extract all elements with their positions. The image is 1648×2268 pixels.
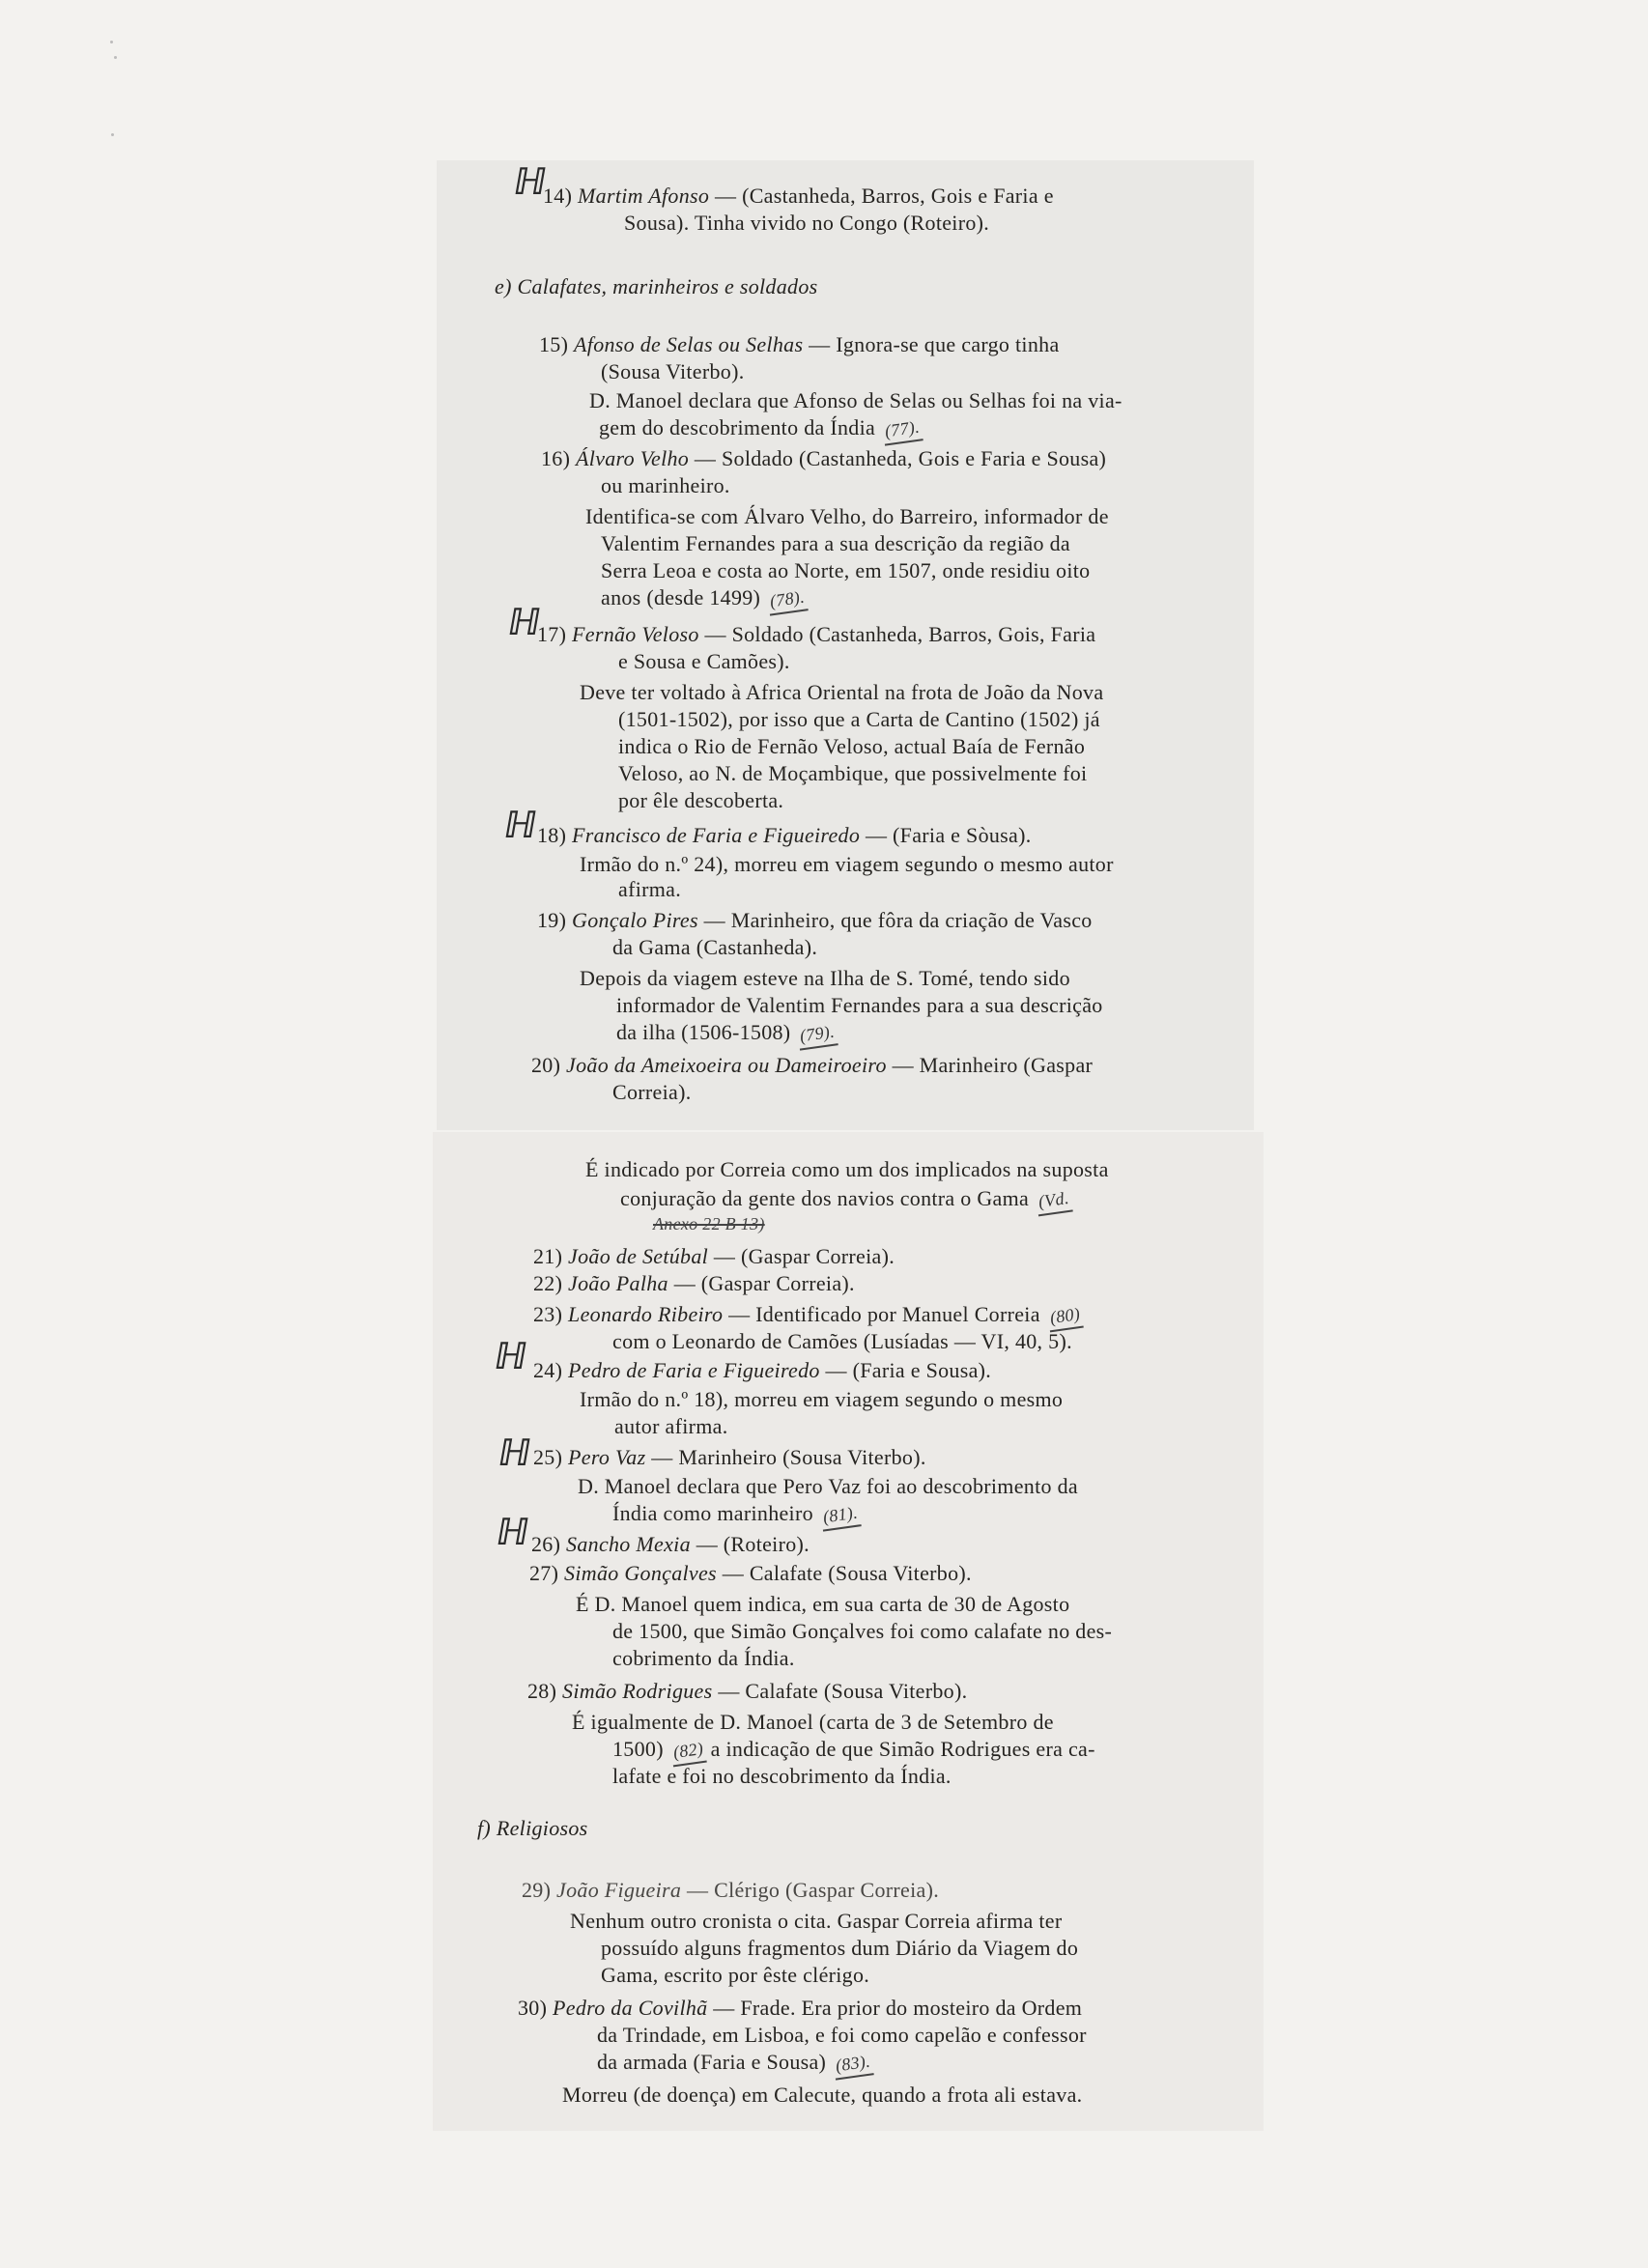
- entry-28-line-1: [527, 1679, 967, 1704]
- entry-23-line-2: com o Leonardo de Camões (Lusíadas — VI, 40, 5).: [612, 1329, 1072, 1353]
- entry-19-line-2: da Gama (Castanheda).: [612, 935, 818, 959]
- entry-16-line-2: ou marinheiro.: [601, 473, 730, 497]
- entry-name: João Palha: [568, 1271, 668, 1295]
- entry-name: Afonso de Selas ou Selhas: [574, 332, 804, 356]
- entry-name: João de Setúbal: [568, 1244, 709, 1268]
- entry-27-note-2: de 1500, que Simão Gonçalves foi como calafate no des-: [612, 1619, 1113, 1643]
- entry-text: — (Gaspar Correia).: [713, 1244, 895, 1268]
- entry-18-line-1: [537, 823, 1032, 848]
- footnote-reference: (78).: [766, 583, 809, 615]
- entry-name: Pedro de Faria e Figueiredo: [568, 1358, 820, 1382]
- entry-number: 25): [533, 1445, 563, 1469]
- entry-20-note-2: [620, 1186, 1071, 1214]
- entry-number: 26): [531, 1532, 561, 1556]
- entry-17-line-1: [537, 622, 1095, 647]
- section-e-heading: [495, 274, 818, 299]
- entry-30-line-3: [597, 2050, 872, 2078]
- entry-number: 15): [539, 332, 569, 356]
- margin-check-mark: ℍ: [504, 601, 545, 643]
- entry-number: 16): [541, 446, 571, 470]
- entry-number: 21): [533, 1244, 563, 1268]
- entry-22-line-1: [533, 1271, 855, 1296]
- entry-28-note-3: lafate e foi no descobrimento da Índia.: [612, 1764, 952, 1788]
- entry-name: Pedro da Covilhã: [553, 1996, 708, 2020]
- entry-18-note-1: Irmão do n.º 24), morreu em viagem segundo o mesmo autor: [580, 852, 1114, 876]
- entry-27-line-1: [529, 1561, 972, 1586]
- entry-text: — Soldado (Castanheda, Gois e Faria e Sousa): [694, 446, 1107, 470]
- entry-28-note-1: É igualmente de D. Manoel (carta de 3 de Setembro de: [572, 1710, 1054, 1734]
- margin-check-mark: ℍ: [510, 160, 551, 203]
- entry-29-note-2: possuído alguns fragmentos dum Diário da Viagem do: [601, 1936, 1079, 1960]
- entry-number: 18): [537, 823, 567, 847]
- entry-16-line-1: [541, 446, 1106, 471]
- entry-19-note-1: Depois da viagem esteve na Ilha de S. Tomé, tendo sido: [580, 966, 1070, 990]
- section-title: Calafates, marinheiros e soldados: [517, 274, 818, 298]
- entry-14-line-2: Sousa). Tinha vivido no Congo (Roteiro).: [624, 211, 990, 235]
- entry-name: Martim Afonso: [578, 184, 710, 208]
- entry-20-note-1: É indicado por Correia como um dos implicados na suposta: [585, 1157, 1109, 1181]
- entry-27-note-1: É D. Manoel quem indica, em sua carta de 30 de Agosto: [576, 1592, 1070, 1616]
- entry-number: 29): [522, 1878, 552, 1902]
- entry-name: Gonçalo Pires: [572, 908, 698, 932]
- entry-29-note-1: Nenhum outro cronista o cita. Gaspar Correia afirma ter: [570, 1909, 1063, 1933]
- entry-25-note-1: D. Manoel declara que Pero Vaz foi ao descobrimento da: [578, 1474, 1078, 1498]
- entry-25-line-1: [533, 1445, 926, 1470]
- entry-text: — Marinheiro (Sousa Viterbo).: [651, 1445, 926, 1469]
- entry-number: 23): [533, 1302, 563, 1326]
- entry-24-note-2: autor afirma.: [614, 1414, 728, 1438]
- entry-text: — Calafate (Sousa Viterbo).: [718, 1679, 968, 1703]
- entry-number: 22): [533, 1271, 563, 1295]
- entry-15-line-1: [539, 332, 1060, 357]
- entry-17-note-1: Deve ter voltado à Africa Oriental na frota de João da Nova: [580, 680, 1104, 704]
- margin-check-mark: ℍ: [500, 804, 541, 846]
- section-label: e): [495, 274, 512, 298]
- entry-17-note-3: indica o Rio de Fernão Veloso, actual Baía de Fernão: [618, 734, 1086, 758]
- margin-check-mark: ℍ: [495, 1432, 535, 1474]
- entry-text: — Clérigo (Gaspar Correia).: [687, 1878, 940, 1902]
- entry-text: conjuração da gente dos navios contra o Gama: [620, 1186, 1030, 1210]
- footnote-reference: (82): [669, 1736, 707, 1768]
- entry-19-note-2: informador de Valentim Fernandes para a sua descrição: [616, 993, 1103, 1017]
- entry-20-line-1: [531, 1053, 1093, 1078]
- entry-name: Francisco de Faria e Figueiredo: [572, 823, 861, 847]
- entry-16-note-4: [601, 585, 807, 613]
- entry-19-line-1: [537, 908, 1093, 933]
- footnote-reference: (77).: [881, 413, 923, 445]
- entry-24-note-1: Irmão do n.º 18), morreu em viagem segundo o mesmo: [580, 1387, 1064, 1411]
- entry-text: — (Gaspar Correia).: [673, 1271, 855, 1295]
- entry-30-line-2: da Trindade, em Lisboa, e foi como capelão e confessor: [597, 2023, 1087, 2047]
- entry-number: 28): [527, 1679, 557, 1703]
- entry-29-line-1: [522, 1878, 939, 1903]
- entry-23-line-1: [533, 1302, 1082, 1330]
- entry-name: Álvaro Velho: [576, 446, 690, 470]
- entry-text: anos (desde 1499): [601, 585, 761, 610]
- entry-25-note-2: [612, 1501, 860, 1529]
- margin-check-mark: ℍ: [493, 1511, 533, 1553]
- entry-text: — Marinheiro, que fôra da criação de Vasco: [703, 908, 1093, 932]
- entry-text: — Frade. Era prior do mosteiro da Ordem: [713, 1996, 1083, 2020]
- entry-26-line-1: [531, 1532, 810, 1557]
- entry-15-note-2: [599, 415, 922, 443]
- footnote-reference: (Vd.: [1035, 1185, 1072, 1217]
- entry-17-note-4: Veloso, ao N. de Moçambique, que possivelmente foi: [618, 761, 1088, 785]
- entry-16-note-1: Identifica-se com Álvaro Velho, do Barreiro, informador de: [585, 504, 1109, 528]
- entry-text: — Soldado (Castanheda, Barros, Gois, Faria: [704, 622, 1096, 646]
- footnote-reference: (80): [1046, 1301, 1084, 1333]
- entry-text: Índia como marinheiro: [612, 1501, 813, 1525]
- entry-number: 24): [533, 1358, 563, 1382]
- entry-name: Simão Gonçalves: [564, 1561, 717, 1585]
- entry-19-note-3: [616, 1020, 837, 1048]
- entry-17-note-2: (1501-1502), por isso que a Carta de Cantino (1502) já: [618, 707, 1100, 731]
- struck-annex-reference: Anexo 22 B 13): [653, 1214, 765, 1233]
- entry-name: Fernão Veloso: [572, 622, 699, 646]
- entry-number: 17): [537, 622, 567, 646]
- entry-17-line-2: e Sousa e Camões).: [618, 649, 790, 673]
- entry-text: — (Faria e Sòusa).: [865, 823, 1032, 847]
- entry-name: Leonardo Ribeiro: [568, 1302, 724, 1326]
- entry-number: 14): [543, 184, 573, 208]
- entry-text: — Calafate (Sousa Viterbo).: [722, 1561, 972, 1585]
- entry-text: gem do descobrimento da Índia: [599, 415, 876, 439]
- entry-name: Sancho Mexia: [566, 1532, 691, 1556]
- entry-text: — Identificado por Manuel Correia: [728, 1302, 1040, 1326]
- entry-text: — Marinheiro (Gaspar: [892, 1053, 1094, 1077]
- entry-text: — (Roteiro).: [696, 1532, 810, 1556]
- entry-text: 1500): [612, 1737, 664, 1761]
- footnote-reference: (83).: [832, 2048, 874, 2080]
- section-f-heading: [477, 1816, 588, 1841]
- entry-15-line-2: (Sousa Viterbo).: [601, 359, 745, 383]
- entry-text: da ilha (1506-1508): [616, 1020, 791, 1044]
- entry-text: — (Faria e Sousa).: [825, 1358, 992, 1382]
- section-title: Religiosos: [496, 1816, 588, 1840]
- entry-name: João Figueira: [556, 1878, 682, 1902]
- entry-27-note-3: cobrimento da Índia.: [612, 1646, 795, 1670]
- entry-name: Simão Rodrigues: [562, 1679, 713, 1703]
- entry-name: Pero Vaz: [568, 1445, 646, 1469]
- entry-28-note-2: [612, 1737, 1095, 1765]
- entry-29-note-3: Gama, escrito por êste clérigo.: [601, 1963, 870, 1987]
- entry-text: — Ignora-se que cargo tinha: [809, 332, 1060, 356]
- entry-18-note-2: afirma.: [618, 877, 682, 901]
- entry-30-note-1: Morreu (de doença) em Calecute, quando a frota ali estava.: [562, 2083, 1083, 2107]
- entry-name: João da Ameixoeira ou Dameiroeiro: [566, 1053, 887, 1077]
- entry-number: 27): [529, 1561, 559, 1585]
- entry-text: da armada (Faria e Sousa): [597, 2050, 827, 2074]
- entry-16-note-2: Valentim Fernandes para a sua descrição da região da: [601, 531, 1070, 555]
- entry-number: 19): [537, 908, 567, 932]
- entry-30-line-1: [518, 1996, 1082, 2021]
- entry-17-note-5: por êle descoberta.: [618, 788, 784, 812]
- entry-text: — (Castanheda, Barros, Gois e Faria e: [714, 184, 1054, 208]
- section-label: f): [477, 1816, 492, 1840]
- entry-20-line-2: Correia).: [612, 1080, 692, 1104]
- entry-24-line-1: [533, 1358, 991, 1383]
- entry-text: a indicação de que Simão Rodrigues era ca-: [710, 1737, 1095, 1761]
- footnote-reference: (81).: [819, 1499, 862, 1531]
- entry-14-line-1: [543, 184, 1054, 209]
- entry-number: 20): [531, 1053, 561, 1077]
- footnote-reference: (79).: [796, 1018, 838, 1050]
- entry-21-line-1: [533, 1244, 895, 1269]
- entry-16-note-3: Serra Leoa e costa ao Norte, em 1507, onde residiu oito: [601, 558, 1091, 582]
- entry-number: 30): [518, 1996, 548, 2020]
- entry-15-note-1: D. Manoel declara que Afonso de Selas ou Selhas foi na via-: [589, 388, 1122, 412]
- margin-check-mark: ℍ: [491, 1335, 531, 1377]
